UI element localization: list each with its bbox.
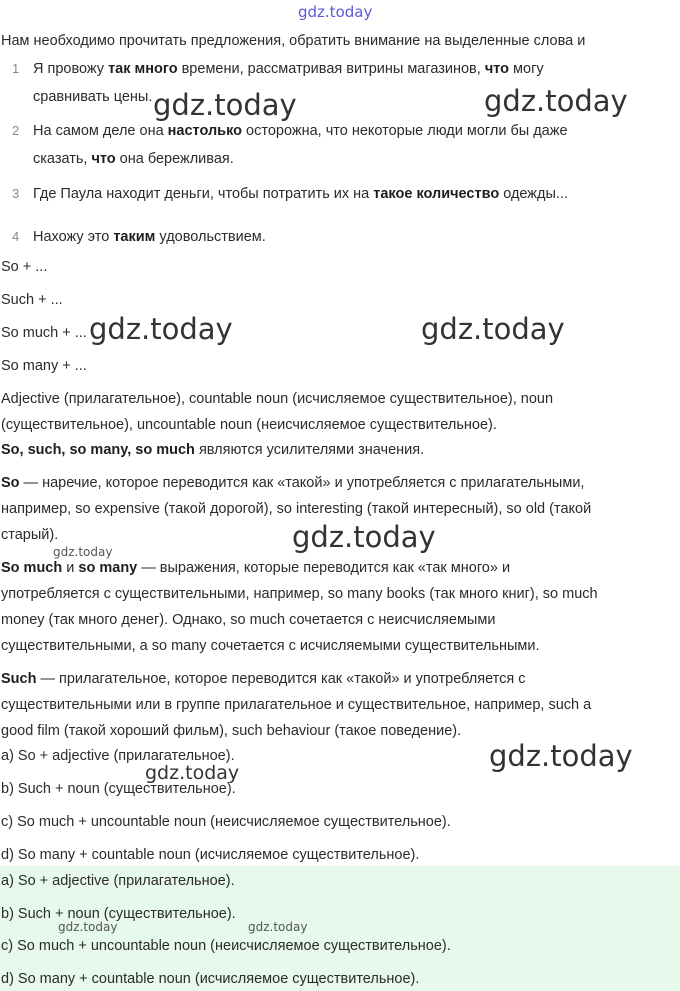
answer-b: b) Such + noun (существительное). [1,906,236,922]
highlight: что [91,151,116,167]
sentence-1-line-2: сравнивать цены. [33,89,153,105]
so-explanation-line-2: например, so expensive (такой дорогой), so interesting (такой интересный), so old (такой [1,501,592,517]
item-number: 3 [12,186,20,201]
sentence-1-line-1 [33,59,544,79]
text: она бережливая. [115,151,234,167]
highlight: So, such, so many, so much [1,442,195,458]
item-number: 2 [12,123,20,138]
watermark: gdz.today [484,84,628,118]
text: Нахожу это [33,229,114,245]
options-line-1: Adjective (прилагательное), countable noun (исчисляемое существительное), noun [1,391,554,407]
text: осторожна, что некоторые люди могли бы даже [242,123,568,139]
answer-c: c) So much + uncountable noun (неисчисляемое существительное). [1,938,451,954]
text: — выражения, которые переводится как «так много» и [137,560,511,576]
sentence-2-line-1 [33,121,568,141]
answer-a: a) So + adjective (прилагательное). [1,873,235,889]
text: — наречие, которое переводится как «такой» и употребляется с прилагательными, [19,475,585,491]
so-explanation-line-3: старый). [1,527,59,543]
text: одежды... [499,186,568,202]
much-explanation-line-1 [1,558,510,578]
highlight: настолько [167,123,243,139]
highlight: Such [1,671,37,687]
pattern-so-much: So much + ... [1,325,87,341]
highlight: So [1,475,20,491]
watermark: gdz.today [58,920,118,934]
highlight: таким [113,229,156,245]
item-number: 1 [12,61,20,76]
such-explanation-line-3: good film (такой хороший фильм), such behaviour (такое поведение). [1,723,462,739]
watermark: gdz.today [153,88,297,122]
such-explanation-line-1 [1,669,526,689]
so-explanation-line-1 [1,473,584,493]
pattern-such: Such + ... [1,292,63,308]
text: являются усилителями значения. [194,442,425,458]
rule-b: b) Such + noun (существительное). [1,781,236,797]
watermark: gdz.today [489,739,633,773]
much-explanation-line-4: существительными, а so many сочетается с исчисляемыми существительными. [1,638,540,654]
watermark: gdz.today [53,545,113,559]
text: — прилагательное, которое переводится как «такой» и употребляется с [36,671,526,687]
rule-c: c) So much + uncountable noun (неисчисляемое существительное). [1,814,451,830]
highlight: что [484,61,510,77]
text: сказать, [33,151,92,167]
text: могу [509,61,544,77]
intro-text: Нам необходимо прочитать предложения, обратить внимание на выделенные слова и [1,33,586,49]
text: На самом деле она [33,123,168,139]
text: времени, рассматривая витрины магазинов, [177,61,485,77]
watermark: gdz.today [248,920,308,934]
answer-d: d) So many + countable noun (исчисляемое существительное). [1,971,420,987]
much-explanation-line-3: money (так много денег). Однако, so much сочетается с неисчисляемыми [1,612,496,628]
watermark: gdz.today [89,312,233,346]
highlight: so many [78,560,138,576]
item-number: 4 [12,229,20,244]
watermark: gdz.today [292,520,436,554]
text: и [62,560,79,576]
sentence-3-line-1 [33,184,568,204]
intensifiers-note [1,440,424,460]
such-explanation-line-2: существительными или в группе прилагательное и существительное, например, such a [1,697,592,713]
rule-d: d) So many + countable noun (исчисляемое существительное). [1,847,420,863]
options-line-2: (существительное), uncountable noun (неисчисляемое существительное). [1,417,497,433]
text: удовольствием. [155,229,266,245]
pattern-so: So + ... [1,259,48,275]
sentence-2-line-2 [33,149,234,169]
highlight: So much [1,560,63,576]
text: Где Паула находит деньги, чтобы потратить их на [33,186,374,202]
sentence-4-line-1 [33,227,266,247]
watermark-top: gdz.today [298,3,373,21]
much-explanation-line-2: употребляется с существительными, например, so many books (так много книг), so much [1,586,598,602]
rule-a: a) So + adjective (прилагательное). [1,748,235,764]
highlight: так много [108,61,178,77]
text: Я провожу [33,61,109,77]
pattern-so-many: So many + ... [1,358,87,374]
highlight: такое количество [373,186,500,202]
watermark: gdz.today [421,312,565,346]
watermark: gdz.today [145,762,240,784]
